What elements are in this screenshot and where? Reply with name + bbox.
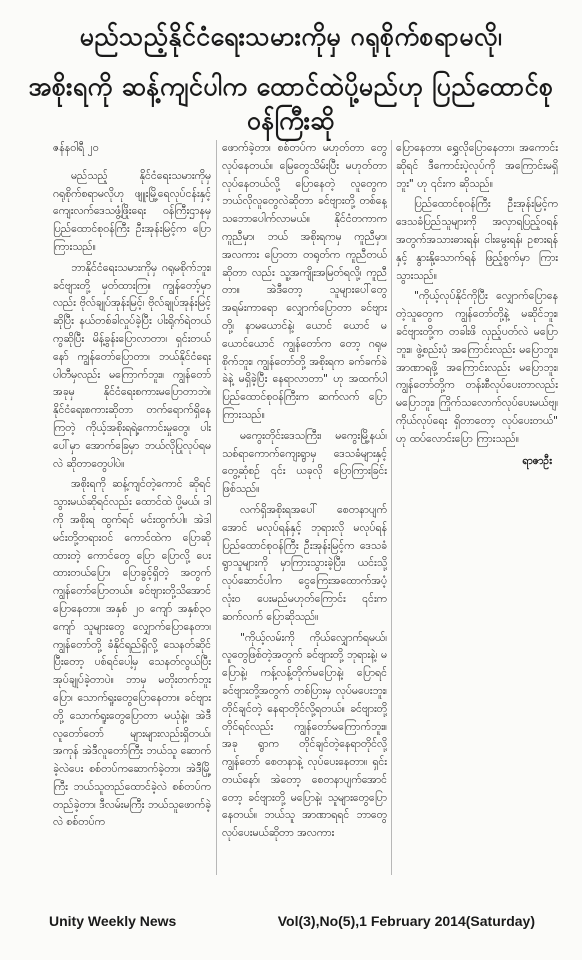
paragraph: ဖောက်ခဲ့တာ၊ စစ်တပ်က မဟုတ်တာ တွေလုပ်နေတယ်။ မြေတွေသိမ်းပြီး မဟုတ်တာလုပ်နေတယ်လို့ ပြောနေတဲ့ လူတွေက ဘယ်လိုလူတွေလဲဆိုတာ ခင်ဗျားတို့ တစ်နေ့သဘောပေါက်လာမယ်။ နိုင်ငံတကာက ကူညီမှာ၊ ဘယ် အစိုးရကမှ ကူညီမှာ၊ အလကား ပြောတာ တရုတ်က ကူညီတယ်ဆိုတာ လည်း သူ့အကျိုးအမြတ်ရလို့၊ ကူညီ တာ။ အဲဒီတော့ သူများပေါ်တွေ အရမ်းကာရော လျှောက်ပြောတာ ခင်ဗျားတို့၊ နာမယောင်နဲ့၊ ယောင် ယောင် မယောင်ယောင် ကျွန်တော်က တော့ ဂရုမစိုက်ဘူး၊ ကျွန်တော်တို့ အစိုးရက ခက်ခက်ခဲခဲနဲ့ မရှိခဲ့ပြီး နေရာလာတာ" ဟု အထက်ပါ ပြည်ထောင်စုဝန်ကြီးက ဆက်လက် ပြောကြားသည်။: [222, 142, 387, 421]
paragraph: "ကိုယ့်လမ်းကို ကိုယ်လျှောက်ရမယ်၊ လူတွေဖြစ်တဲ့အတွက် ခင်ဗျားတို့ ဘုရားနဲ့၊ မပြောနဲ့၊ ကန့်လန့်တိုက်မပြောနဲ့၊ ပြောရင်ခင်ဗျားတို့အတွက် တစ်ပြားမှ လုပ်မပေးဘူး၊ တိုင်ချင်တဲ့ နေရာတိုင်လို့ရတယ်။ ခင်ဗျားတို့ တိုင်ရင်လည်း ကျွန်တော်မကြောက်ဘူး။ အခု ရွာက တိုင်ချင်တဲ့နေရာတိုင်လို့ ကျွန်တော် စေတနာနဲ့ လုပ်ပေးနေတာ။ ရှင်းတယ်နော်၊ အဲတော့ စေတနာပျက်အောင်တော့ ခင်ဗျားတို့ မပြောနဲ့၊ သူများတွေပြောနေတယ်။ ဘယ်သူ အာဏာရရင် ဘာတွေလုပ်ပေးမယ်ဆိုတာ အလကား: [222, 631, 387, 840]
paragraph: အစိုးရကို ဆန့်ကျင်တဲ့ကောင် ဆိုရင် သွားမယ်ဆိုရင်လည်း ထောင်ထဲ ပို့မယ်၊ ဒါကို အစိုးရ ထွက်ရင် မင်းထွက်ပါ။ အဲဒါ မင်းတို့တရားဝင် ကောင်ထဲက ပြောဆိုထားတဲ့ ကောင်တွေ ပြော ပြောလို့ ပေးထားတယ်ပြော၊ ပြောခွင့်ရှိတဲ့ အတွက် ကျွန်တော်ပြောတယ်။ ခင်ဗျားတို့သိအောင် ပြောနေတာ။ အနှစ် ၂၀ ကျော် အနှစ်၃၀ ကျော် သူများတွေ လျှောက်ပြောနေတာ၊ ကျွန်တော်တို့ ခံနိုင်ရည်ရှိလို့ သေနတ်ဆိုင်ပြီးတော့ ပစ်ရင်ပေါ့မှ သေနတ်လွယ်ပြီး အုပ်ချုပ်ခဲ့တာပဲ။ ဘာမှ မတိုးတက်ဘူးပြော၊ သောက်ရူးတွေပြောနေတာ။ ခင်ဗျားတို့ သောက်ရူးတွေပြောတာ မယုံနဲ့။ အဲဒီ လူတော်တော် များများလည်းရှိတယ်၊ အကုန် အဲဒီလူတော်ကြီး ဘယ်သူ ဆောက်ခဲ့လဲပေး စစ်တပ်ကဆောက်ခဲ့တာ၊ အဲဒီမြို့ကြီး ဘယ်သူတည်ထောင်ခဲ့လဲ စစ်တပ်ကတည်ခဲ့တာ၊ ဒီလမ်းမကြီး ဘယ်သူဖောက်ခဲ့လဲ စစ်တပ်က: [53, 478, 211, 829]
column-divider: [216, 140, 217, 875]
paragraph: မည်သည့် နိုင်ငံရေးသမားကိုမှ ဂရုစိုက်စရာမလိုဟု ဖျူးမြို့ရေလုပ်ငန်းနှင့် ကျေးလက်ဒေသဖွံ့ဖြိုးရေး ဝန်ကြီးဌာနမှ ပြည်ထောင်စုဝန်ကြီး ဦးအုန်းမြင့်က ပြောကြားသည်။: [53, 169, 211, 253]
headline-line-2: အစိုးရကို ဆန့်ကျင်ပါက ထောင်ထဲပို့မည်ဟု ပြည်ထောင်စုဝန်ကြီးဆို: [28, 72, 554, 135]
paragraph: ပြောနေတာ၊ ရွှေလိုပြောနေတာ၊ အကောင်းဆိုရင် ဒီကောင်းပဲ့လုပ်ကို အကြောင်းမရှိဘူး" ဟု ၎င်းက ဆိုသည်။: [396, 142, 558, 190]
article-column-2: [222, 140, 387, 878]
headline-line-1: မည်သည့်နိုင်ငံရေးသမားကိုမှ ဂရုစိုက်စရာမလို၊: [79, 22, 503, 51]
column-divider: [391, 140, 392, 875]
issue-info: Vol(3),No(5),1 February 2014(Saturday): [277, 913, 535, 929]
article-column-1: [53, 140, 211, 878]
paragraph: ပြည်ထောင်စုဝန်ကြီး ဦးအုန်းမြင့်က ဒေသခံပြည်သူများကို အလှာရပြည့်ဝရန် အတွက်အသားဓားရန်၊ ငါးမွေးရန်၊ ဥစားရန်နှင့် နွားနို့သောက်ရန် ဖြည့်စွက်မှာ ကြားသွားသည်။: [396, 198, 558, 282]
paragraph: ဘာနိုင်ငံရေးသမားကိုမှ ဂရုမစိုက်ဘူး၊ ခင်ဗျားတို့ မှတ်ထားကြ။ ကျွန်တော့်မှာလည်း ဗိုလ်ချုပ်အုန်းမြင့်၊ ဗိုလ်ချုပ်အုန်းမြင့်ဆိုပြီး နယ်တစ်ခါလှုပ်ခဲ့ပြီး ပါးရိုက်ရဲတယ်ကွဆိုပြီး မိန့်ခွန်းပြောလာတာ၊ ရှင်းတယ်နော် ကျွန်တော်ပြောတာ၊ ဘယ်နိုင်ငံရေးပါတီမှလည်း မကြောက်ဘူး။ ကျွန်တော် အခုမှ နိုင်ငံရေးစကားမပြောတာဘဲ။ နိုင်ငံရေးစကားဆိုတာ တက်ရောက်ရှိနေကြတဲ့ ကိုယ့်အစိုးရရဲ့ကောင်းမှုတွေ၊ ပါးပေါ်မှာ အောက်ခြေမှာ ဘယ်လိုပြုလုပ်ရမလဲ ဆိုတာတွေပါပဲ။: [53, 261, 211, 470]
headline: [0, 0, 582, 135]
source-name: Unity Weekly News: [49, 913, 177, 929]
footer: [0, 905, 582, 935]
article-column-3: [396, 140, 558, 550]
dateline: ဇန်နဝါရီ ၂၀: [53, 142, 99, 154]
paragraph: "ကိုယ့်လုပ်နိုင်ကိုပြီး လျှောက်ပြောနေတဲ့သူတွေက ကျွန်တော်တို့နဲ့ မဆိုင်ဘူး၊ ခင်ဗျားတို့က တခါးဖိ လှည့်ပတ်လဲ မပြောဘူး။ ဖွဲ့စည်းပုံ အကြောင်းလည်း မပြောဘူး၊ အာဏာရဖို့ အကြောင်းလည်း မပြောဘူး၊ ကျွန်တော်တို့က တန်းစီလုပ်ပေးတာလည်း မပြောဘူး၊ ကြိုက်သလောက်လုပ်ပေးမယ်ဗျ၊ ကိုယ်လုပ်ရေး ရှိတာတော့ လုပ်ပေးတယ်" ဟု ထပ်လောင်းပြော ကြားသည်။: [396, 290, 558, 445]
paragraph: လက်ရှိအစိုးရအပေါ် စေတနာပျက်အောင် မလုပ်ရန်နှင့် ဘုရားလို မလုပ်ရန် ပြည်ထောင်စုဝန်ကြီး ဦးအုန်းမြင့်က ဒေသခံရွာသူများကို မှာကြားသွားခဲ့ပြီး၊ ယင်းသို့လုပ်ဆောင်ပါက ငွေကြေးအထောက်အပံ့ လုံးဝ ပေးမည်မဟုတ်ကြောင်း ၎င်းက ဆက်လက် ပြောဆိုသည်။: [222, 503, 387, 623]
paragraph: မကွေးတိုင်းဒေသကြီး၊ မကွေးမြို့နယ်၊ သစ်ရာကောက်ကျေးရွာမှ ဒေသခံများနှင့်တွေ့ဆုံစဉ် ၎င်း ယခုလို ပြောကြားခြင်း ဖြစ်သည်။: [222, 429, 387, 496]
byline: ရာဇာဦး: [522, 454, 552, 467]
